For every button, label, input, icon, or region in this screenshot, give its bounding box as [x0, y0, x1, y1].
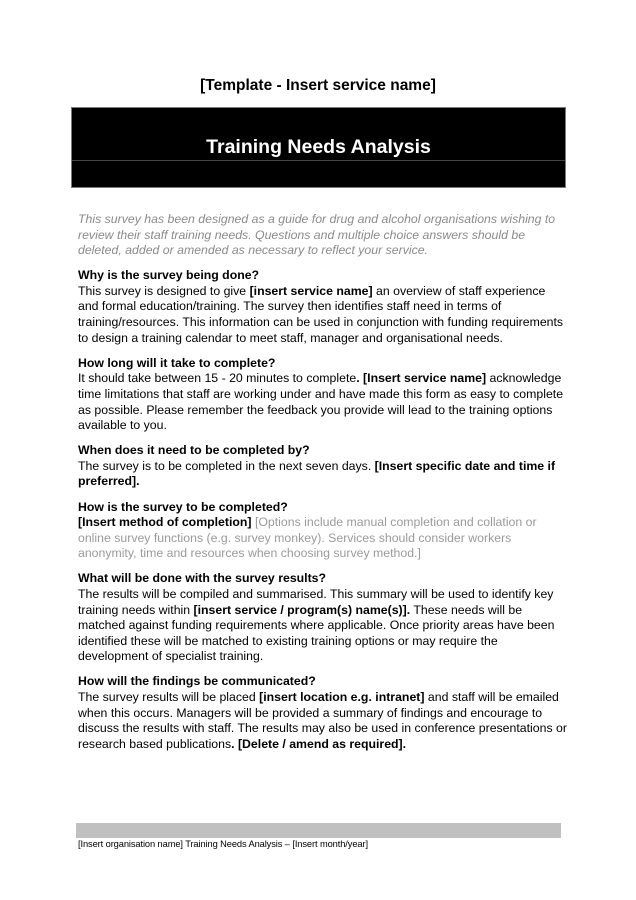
- body-text: This survey is designed to give: [78, 283, 250, 298]
- service-name-title: [Template - Insert service name]: [200, 77, 436, 94]
- body-text: These needs will be matched against funding requirements where applicable. Once priority areas have been identified these will be matched to existing training options or may require the development of specialist training.: [78, 602, 555, 664]
- section-body: [78, 459, 568, 490]
- placeholder-text: [Insert method of completion]: [78, 515, 252, 530]
- section-body: [78, 371, 568, 433]
- placeholder-text: [insert location e.g. intranet]: [259, 690, 425, 705]
- section-heading: How long will it take to complete?: [78, 355, 276, 370]
- section-results: [78, 571, 568, 665]
- section-how-completed: [78, 500, 568, 562]
- placeholder-text: . [Insert service name]: [356, 371, 487, 386]
- placeholder-text: [insert service name]: [249, 283, 373, 298]
- footer-bar: [76, 823, 561, 838]
- section-body: [78, 515, 568, 562]
- section-heading: When does it need to be completed by?: [78, 443, 310, 458]
- section-communicated: [78, 674, 568, 752]
- section-how-long: [78, 356, 568, 434]
- document-title: Training Needs Analysis: [206, 136, 431, 158]
- placeholder-text: [Insert specific date and time if preferred].: [78, 458, 556, 489]
- section-body: [78, 284, 568, 346]
- section-heading: How will the findings be communicated?: [78, 674, 316, 689]
- body-text: and staff will be emailed when this occurs. Managers will be provided a summary of findings and encourage to discuss the results with staff. The results may also be used in conference presentations or research based publications: [78, 690, 567, 751]
- section-body: [78, 587, 568, 665]
- body-text: The survey results will be placed: [78, 690, 260, 705]
- placeholder-text: . [Delete / amend as required].: [231, 736, 407, 751]
- title-banner: [71, 107, 566, 188]
- body-text: The results will be compiled and summarised. This summary will be used to identify key training needs within: [78, 586, 554, 617]
- body-text: acknowledge time limitations that staff are working under and have made this form as easy to complete as possible. Please remember the feedback you provide will lead to the training options available to you.: [78, 371, 564, 433]
- section-heading: Why is the survey being done?: [78, 268, 260, 283]
- placeholder-text: [insert service / program(s) name(s)].: [193, 602, 411, 617]
- body-text: It should take between 15 - 20 minutes to complete: [78, 371, 357, 386]
- section-why: [78, 268, 568, 346]
- section-when: [78, 443, 568, 490]
- section-heading: How is the survey to be completed?: [78, 499, 288, 514]
- footer-text: [Insert organisation name] Training Needs Analysis – [Insert month/year]: [78, 839, 368, 849]
- banner-divider: [72, 160, 565, 161]
- options-note: [Options include manual completion and collation or online survey functions (e.g. survey monkey). Services should consider workers anonymity, time and resources when choosing survey method.]: [78, 515, 537, 561]
- intro-paragraph: This survey has been designed as a guide for drug and alcohol organisations wishing to review their staff training needs. Questions and multiple choice answers should be deleted, added or amended as necessary to reflect your service.: [78, 212, 556, 258]
- document-body: [78, 212, 568, 762]
- section-heading: What will be done with the survey results?: [78, 571, 327, 586]
- section-body: [78, 690, 568, 752]
- body-text: an overview of staff experience and formal education/training. The survey then identifies staff need in terms of training/resources. This information can be used in conjunction with funding requirements to design a training calendar to meet staff, manager and organisational needs.: [78, 283, 564, 345]
- body-text: The survey is to be completed in the next seven days.: [78, 458, 375, 473]
